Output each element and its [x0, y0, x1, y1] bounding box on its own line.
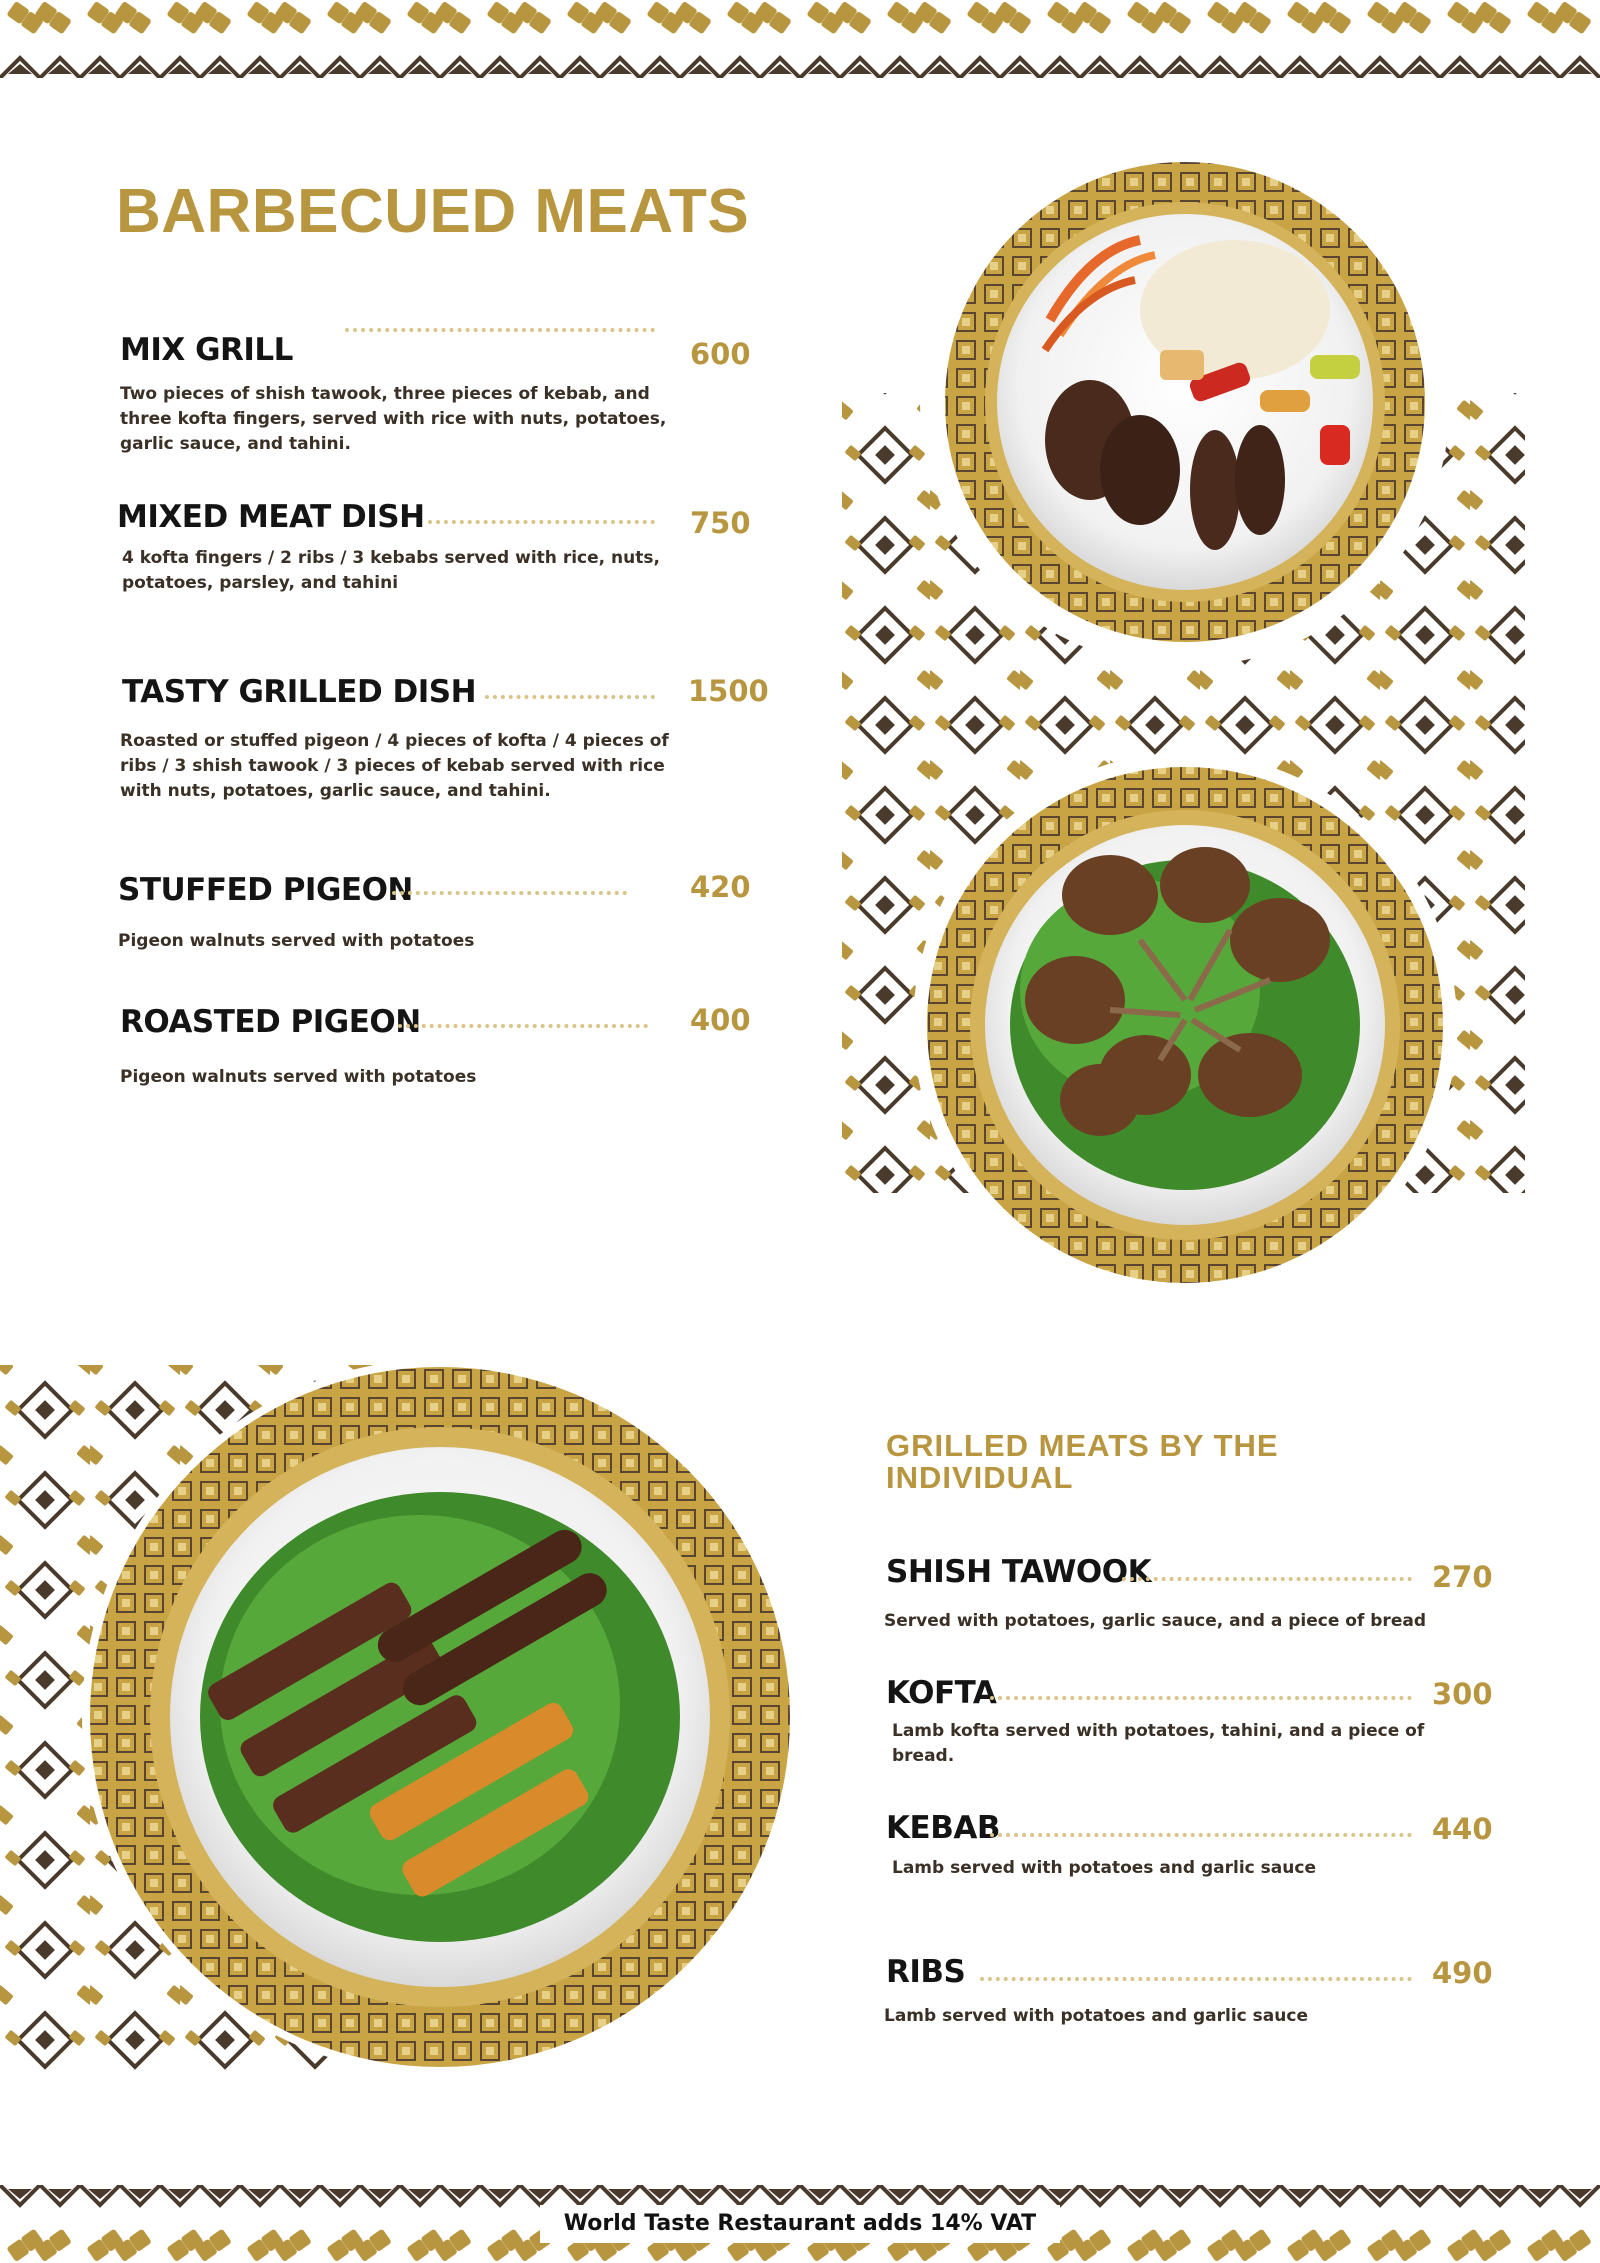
kebab-platter-image	[90, 1367, 790, 2067]
item-description: Lamb served with potatoes and garlic sauce	[884, 2006, 1308, 2026]
item-name: ROASTED PIGEON	[120, 1004, 421, 1040]
section-title-grilled-individual: GRILLED MEATS BY THE INDIVIDUAL	[886, 1428, 1279, 1495]
top-pattern-band	[0, 0, 1600, 78]
item-description: Pigeon walnuts served with potatoes	[120, 1067, 477, 1087]
item-price: 1500	[688, 674, 769, 708]
mixed-grill-plate-image	[943, 160, 1427, 644]
item-price: 300	[1432, 1677, 1493, 1711]
item-description: Served with potatoes, garlic sauce, and a piece of bread	[884, 1611, 1426, 1631]
item-price: 270	[1432, 1560, 1493, 1594]
item-name: TASTY GRILLED DISH	[122, 674, 477, 710]
kebab-platter-photo	[0, 1365, 800, 2075]
item-description: Roasted or stuffed pigeon / 4 pieces of kofta / 4 pieces of ribs / 3 shish tawook / 3 pieces of kebab served with rice with nuts, potatoes, garlic sauce, and tahini.	[120, 731, 669, 801]
item-description: Lamb served with potatoes and garlic sauce	[892, 1858, 1316, 1878]
item-description: Two pieces of shish tawook, three pieces of kebab, and three kofta fingers, served with rice with nuts, potatoes, garlic sauce, and tahini.	[120, 384, 667, 454]
leader-dots	[990, 1696, 1412, 1700]
item-price: 600	[690, 337, 751, 371]
section-title-barbecued-meats: BARBECUED MEATS	[116, 177, 750, 246]
leader-dots	[980, 1977, 1412, 1981]
item-name: RIBS	[886, 1954, 966, 1990]
item-name: SHISH TAWOOK	[886, 1554, 1152, 1590]
item-price: 400	[690, 1003, 751, 1037]
item-name: MIXED MEAT DISH	[117, 499, 425, 535]
lamb-chops-plate-image	[927, 767, 1443, 1283]
leader-dots	[990, 1833, 1412, 1837]
item-price: 490	[1432, 1956, 1493, 1990]
leader-dots	[345, 328, 655, 332]
vat-note: World Taste Restaurant adds 14% VAT	[540, 2205, 1060, 2243]
leader-dots	[485, 695, 655, 699]
item-name: STUFFED PIGEON	[118, 872, 413, 908]
item-price: 420	[690, 870, 751, 904]
leader-dots	[428, 520, 655, 524]
item-price: 440	[1432, 1812, 1493, 1846]
item-name: KOFTA	[886, 1675, 997, 1711]
plates-photo-right	[840, 140, 1540, 1300]
leader-dots	[1122, 1577, 1412, 1581]
item-description: Lamb kofta served with potatoes, tahini, and a piece of bread.	[892, 1721, 1425, 1766]
item-name: MIX GRILL	[120, 332, 293, 368]
item-description: 4 kofta fingers / 2 ribs / 3 kebabs served with rice, nuts, potatoes, parsley, and tahini	[122, 548, 660, 593]
item-price: 750	[690, 506, 751, 540]
item-name: KEBAB	[886, 1810, 1000, 1846]
leader-dots	[398, 1024, 648, 1028]
item-description: Pigeon walnuts served with potatoes	[118, 931, 475, 951]
leader-dots	[392, 891, 627, 895]
